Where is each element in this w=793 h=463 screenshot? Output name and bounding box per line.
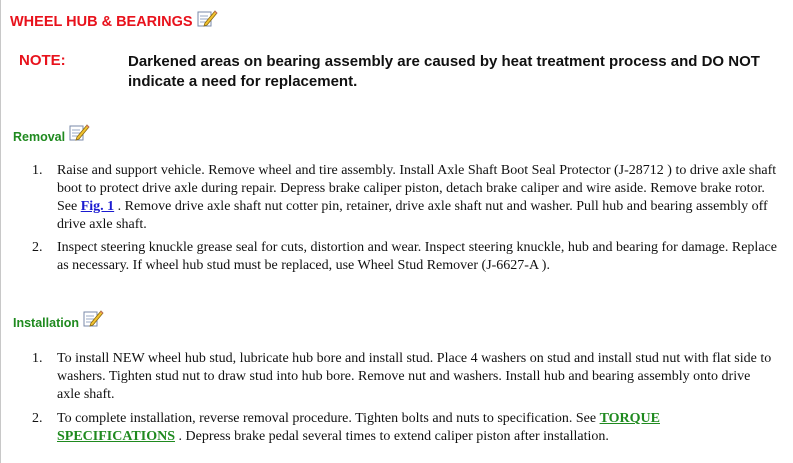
installation-steps-list xyxy=(1,350,777,446)
removal-heading xyxy=(13,122,90,144)
step-number: 1. xyxy=(32,351,43,366)
edit-note-icon[interactable] xyxy=(196,8,218,28)
removal-step xyxy=(1,162,777,234)
installation-heading xyxy=(13,308,104,330)
page-title-text: WHEEL HUB & BEARINGS xyxy=(10,14,193,30)
removal-heading-text: Removal xyxy=(13,130,66,144)
removal-step xyxy=(1,239,777,275)
step-text: . Remove drive axle shaft nut cotter pin, retainer, drive axle shaft nut and washer. Pull hub and bearing assembly off drive axle shaft. xyxy=(57,199,768,232)
step-number: 2. xyxy=(32,240,43,255)
torque-specifications-link[interactable]: TORQUE SPECIFICATIONS xyxy=(57,411,660,444)
installation-step xyxy=(1,410,777,446)
step-number: 1. xyxy=(32,163,43,178)
step-number: 2. xyxy=(32,411,43,426)
step-text: To complete installation, reverse removal procedure. Tighten bolts and nuts to specification. See xyxy=(57,411,600,426)
note-text: Darkened areas on bearing assembly are caused by heat treatment process and DO NOT indicate a need for replacement. xyxy=(128,53,760,90)
fig-1-link[interactable]: Fig. 1 xyxy=(80,199,115,214)
step-text: Inspect steering knuckle grease seal for cuts, distortion and wear. Inspect steering knuckle, hub and bearing for damage. Replace as necessary. If wheel hub stud must be replaced, use Wheel Stud Remover (J-6627-A ). xyxy=(57,240,777,273)
step-text: . Depress brake pedal several times to extend caliper piston after installation. xyxy=(175,429,609,444)
installation-step xyxy=(1,350,777,404)
installation-heading-text: Installation xyxy=(13,316,79,330)
step-text: To install NEW wheel hub stud, lubricate hub bore and install stud. Place 4 washers on stud and install stud nut with flat side to washers. Tighten stud nut to draw stud into hub bore. Remove nut and washers. Install hub and bearing assembly onto drive axle shaft. xyxy=(57,351,772,402)
edit-note-icon[interactable] xyxy=(68,122,90,142)
edit-note-icon[interactable] xyxy=(82,308,104,328)
removal-steps-list xyxy=(1,162,777,275)
note-label: NOTE: xyxy=(19,52,66,69)
page-title xyxy=(10,8,218,30)
step-text: Raise and support vehicle. Remove wheel and tire assembly. Install Axle Shaft Boot Seal Protector (J-28712 ) to drive axle shaft boot to protect drive axle during repair. Depress brake caliper piston, detach brake caliper and wire aside. Remove brake rotor. See xyxy=(57,163,777,214)
